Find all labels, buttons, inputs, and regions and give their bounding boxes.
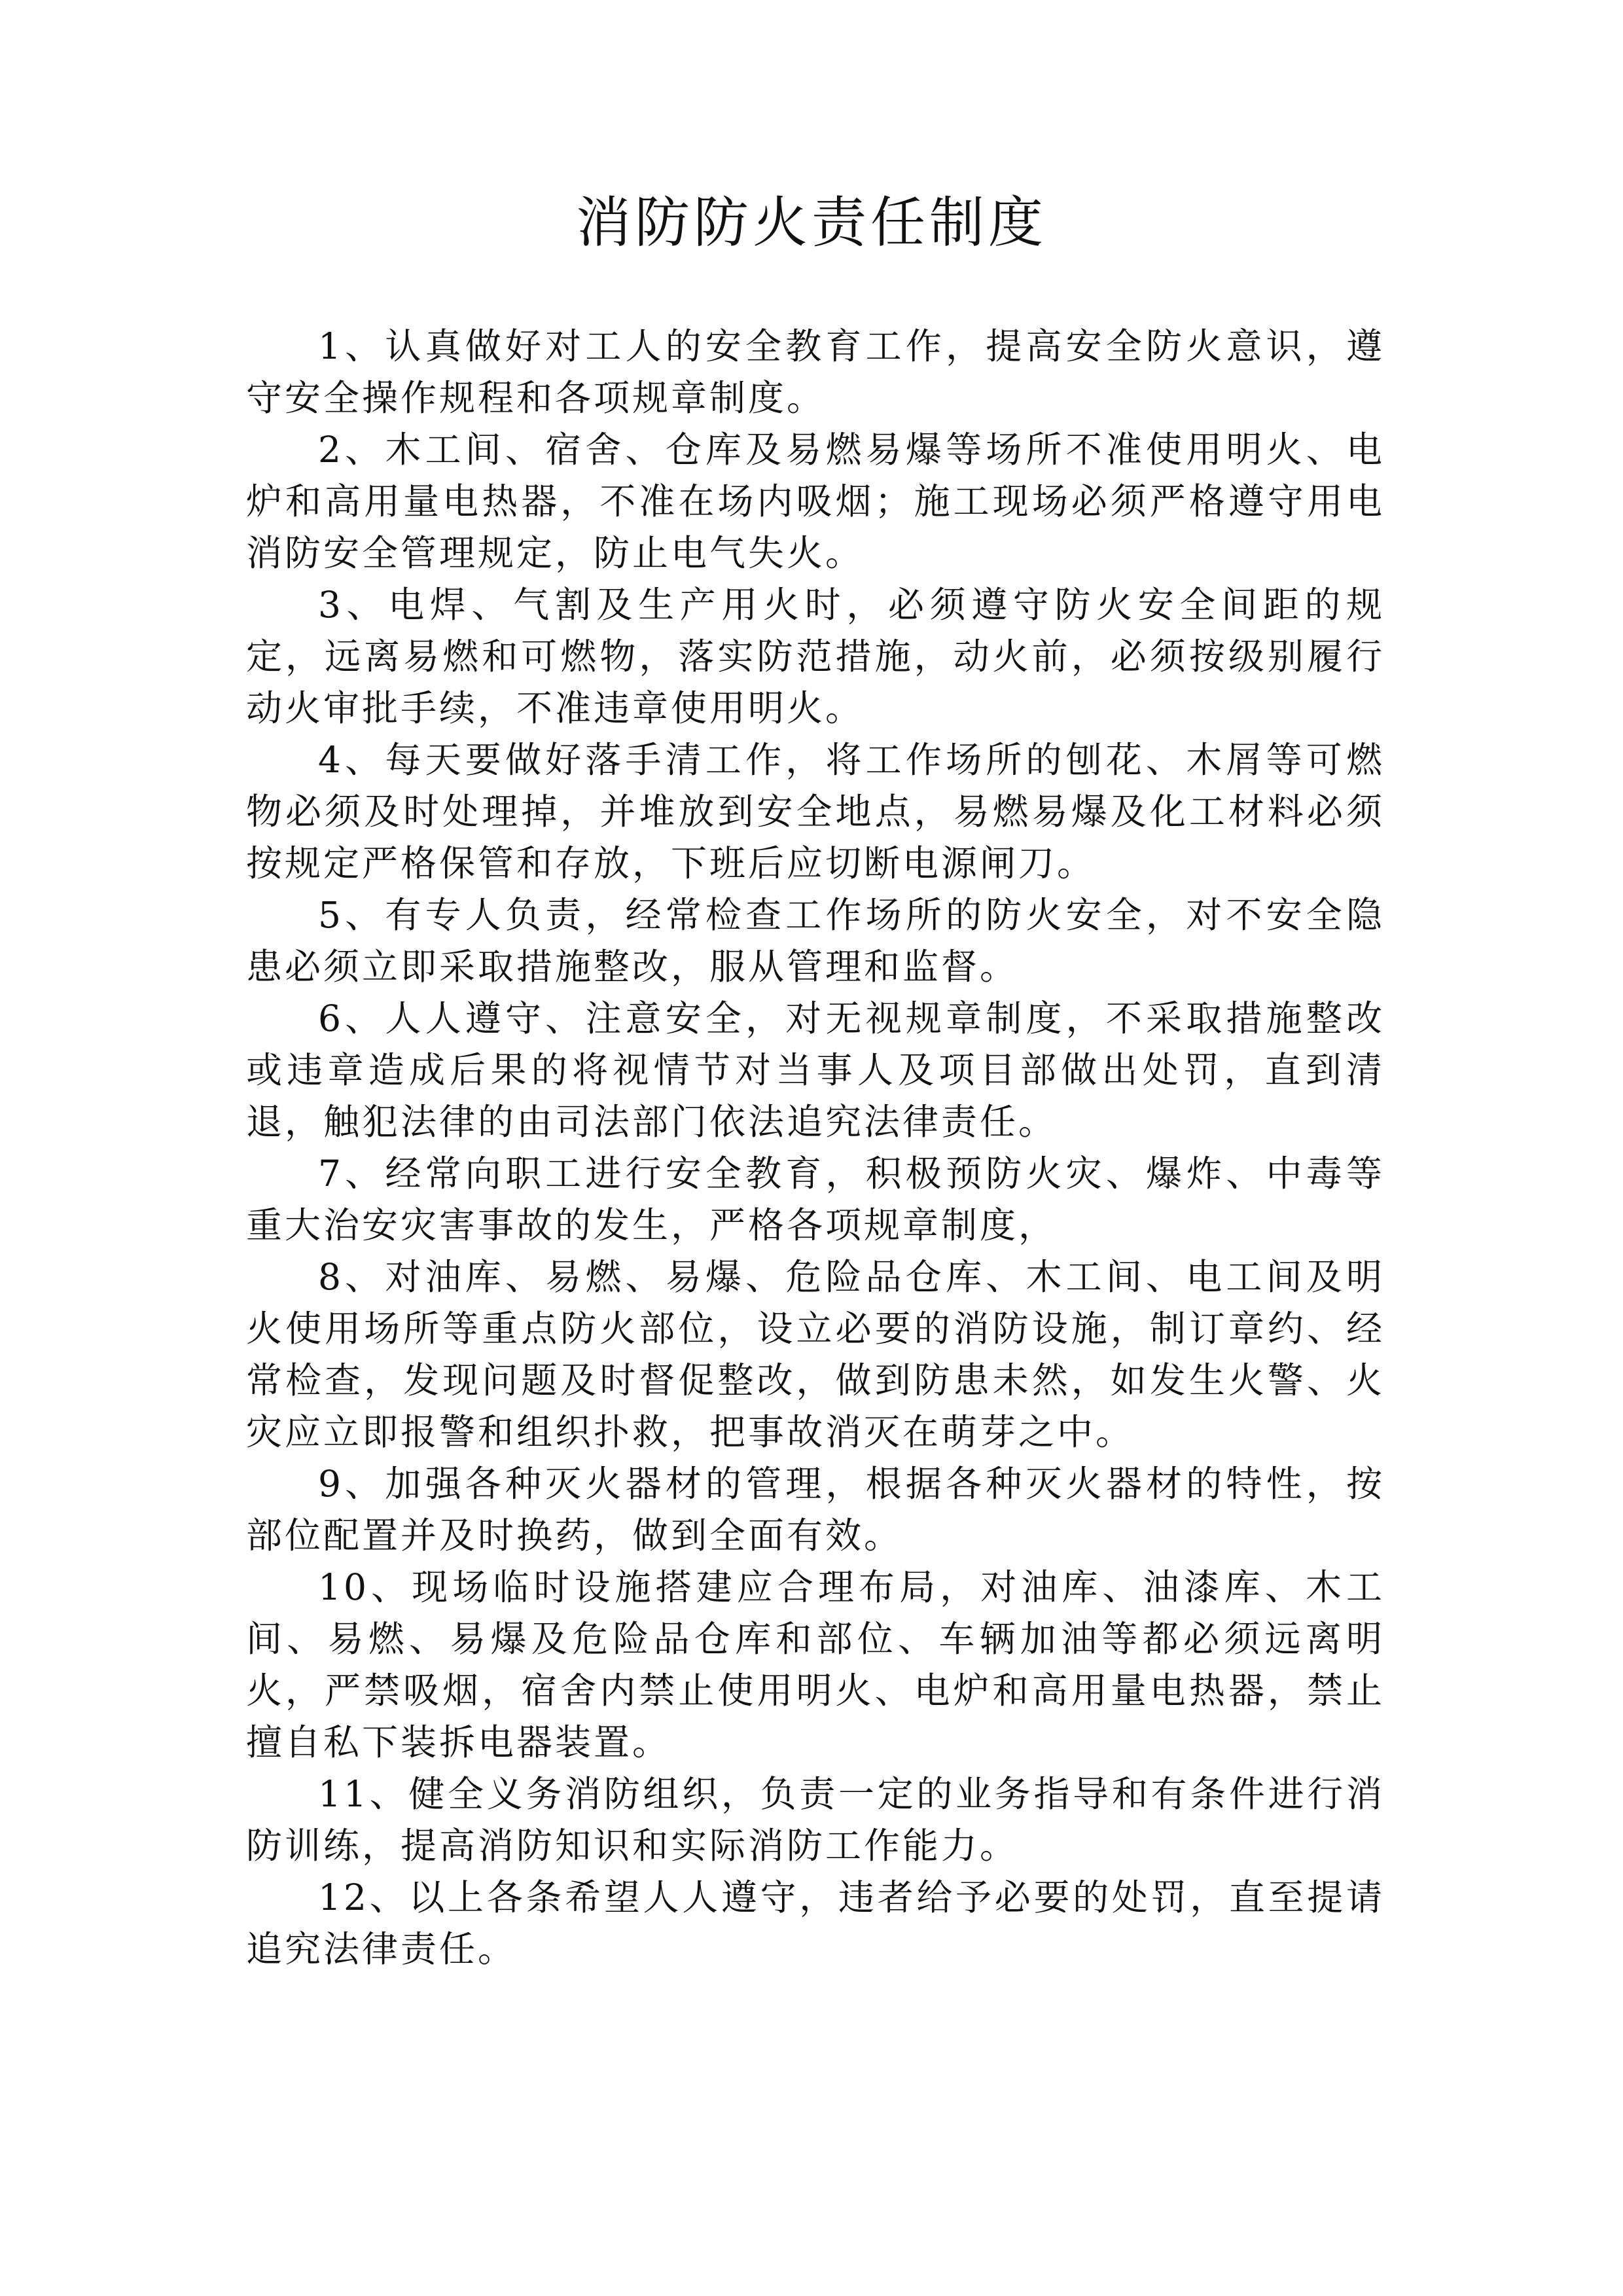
paragraph-5: 5、有专人负责，经常检查工作场所的防火安全，对不安全隐患必须立即采取措施整改，服从管理和监督。 bbox=[246, 894, 1385, 988]
document-body bbox=[246, 321, 1385, 1975]
paragraph-4: 4、每天要做好落手清工作，将工作场所的刨花、木屑等可燃物必须及时处理掉，并堆放到安全地点，易燃易爆及化工材料必须按规定严格保管和存放，下班后应切断电源闸刀。 bbox=[246, 739, 1385, 884]
paragraph-2: 2、木工间、宿舍、仓库及易燃易爆等场所不准使用明火、电炉和高用量电热器，不准在场内吸烟；施工现场必须严格遵守用电消防安全管理规定，防止电气失火。 bbox=[246, 429, 1385, 574]
paragraph-10: 10、现场临时设施搭建应合理布局，对油库、油漆库、木工间、易燃、易爆及危险品仓库和部位、车辆加油等都必须远离明火，严禁吸烟，宿舍内禁止使用明火、电炉和高用量电热器，禁止擅自私下装拆电器装置。 bbox=[246, 1566, 1385, 1763]
paragraph-12: 12、以上各条希望人人遵守，违者给予必要的处罚，直至提请追究法律责任。 bbox=[246, 1876, 1385, 1970]
paragraph-8: 8、对油库、易燃、易爆、危险品仓库、木工间、电工间及明火使用场所等重点防火部位，设立必要的消防设施，制订章约、经常检查，发现问题及时督促整改，做到防患未然，如发生火警、火灾应立即报警和组织扑救，把事故消灭在萌芽之中。 bbox=[246, 1256, 1385, 1453]
paragraph-9: 9、加强各种灭火器材的管理，根据各种灭火器材的特性，按部位配置并及时换药，做到全面有效。 bbox=[246, 1463, 1385, 1556]
paragraph-6: 6、人人遵守、注意安全，对无视规章制度，不采取措施整改或违章造成后果的将视情节对当事人及项目部做出处罚，直到清退，触犯法律的由司法部门依法追究法律责任。 bbox=[246, 997, 1385, 1143]
paragraph-3: 3、电焊、气割及生产用火时，必须遵守防火安全间距的规定，远离易燃和可燃物，落实防范措施，动火前，必须按级别履行动火审批手续，不准违章使用明火。 bbox=[246, 584, 1385, 729]
paragraph-1: 1、认真做好对工人的安全教育工作，提高安全防火意识，遵守安全操作规程和各项规章制度。 bbox=[246, 325, 1385, 419]
paragraph-11: 11、健全义务消防组织，负责一定的业务指导和有条件进行消防训练，提高消防知识和实际消防工作能力。 bbox=[246, 1773, 1385, 1867]
document-title: 消防防火责任制度 bbox=[575, 190, 1047, 255]
paragraph-7: 7、经常向职工进行安全教育，积极预防火灾、爆炸、中毒等重大治安灾害事故的发生，严格各项规章制度， bbox=[246, 1153, 1385, 1246]
